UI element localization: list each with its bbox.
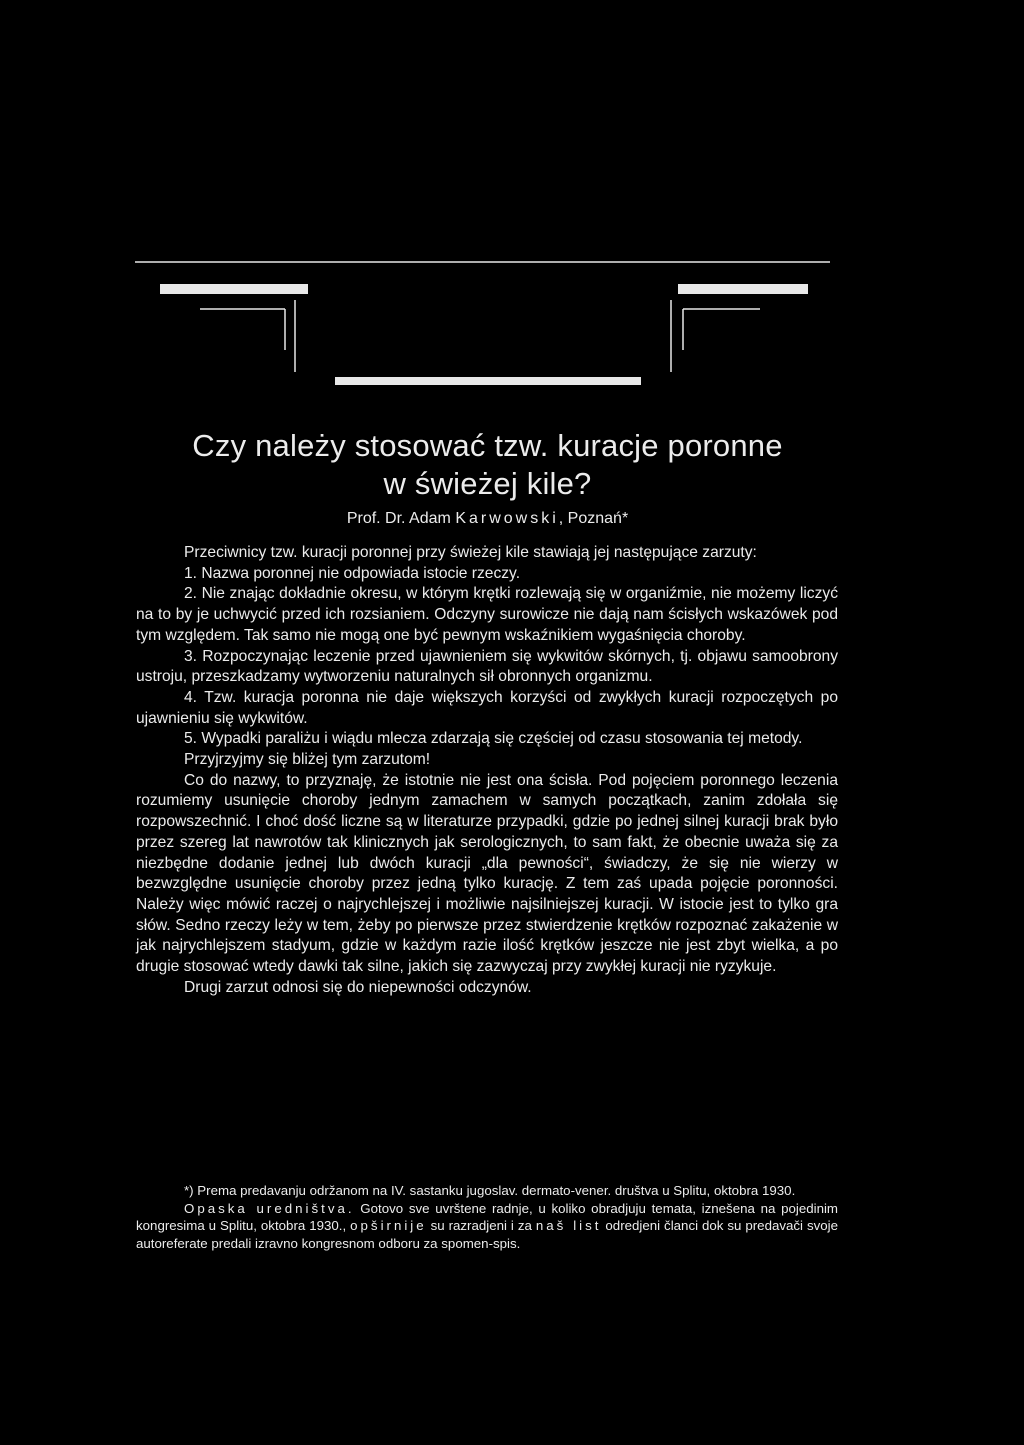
author-line	[135, 509, 840, 529]
footnote-2-text-b: su razradjeni i za	[426, 1218, 536, 1233]
objection-item-2: 2. Nie znając dokładnie okresu, w którym krętki rozlewają się w organiźmie, nie możemy liczyć na to by je uchwycić przed ich rozsianiem. Odczyny surowicze nie dają nam ścisłych wskazówek pod tym względem. Tak samo nie mogą one być pewnym wskaźnikiem wygaśnięcia choroby.	[136, 585, 838, 644]
author-surname: Karwowski	[455, 510, 559, 527]
intro-paragraph: Przeciwnicy tzw. kuracji poronnej przy świeżej kile stawiają jej następujące zarzuty:	[184, 544, 757, 561]
footnotes	[136, 1182, 838, 1252]
author-suffix: , Poznań*	[558, 510, 629, 527]
footnote-2-text-a: Gotovo sve uvrštene radnje, u koliko obradjuju temata, iznešena na pojedinim kongresima u Splitu, oktobra 1930.,	[136, 1200, 839, 1233]
objection-item-5: 5. Wypadki paraliżu i wiądu mlecza zdarzają się częściej od czasu stosowania tej metody.	[184, 730, 803, 748]
footnote-2-spaced-1: opširnije	[350, 1218, 427, 1233]
footnote-2-text-c: odredjeni članci dok su predavači svoje autoreferate predali izravno kongresnom odboru za spomen-spis.	[136, 1218, 838, 1251]
paragraph-1: Przyjrzyjmy się bliżej tym zarzutom!	[184, 751, 431, 769]
author-prefix: Prof. Dr. Adam	[346, 510, 451, 527]
paragraph-2: Co do nazwy, to przyznaję, że istotnie nie jest ona ścisła. Pod pojęciem poronnego leczenia rozumiemy usunięcie choroby jednym zamachem w samych początkach, zanim zdołała się rozpowszechnić. I choć dość liczne są w literaturze przypadki, gdzie po jednej silnej kuracji brak było przez szereg lat nawrotów tak klinicznych jak serologicznych, to sam fakt, że obecnie uważa się za niezbędne dodanie jednej lub dwóch kuracji „dla pewności“, świadczy, że się nie wierzy w bezwzględne usunięcie choroby przez jedną tylko kurację. Z tem zaś upada pojęcie poronności. Należy więc mówić raczej o najrychlejszej i możliwie najsilniejszej kuracji. W istocie jest to tylko gra słów. Sedno rzeczy leży w tem, żeby po pierwsze przez stwierdzenie krętków rozpoznać zakażenie w jak najrychlejszem stadyum, gdzie w każdym razie ilość krętków jeszcze nie jest zbyt wielka, a po drugie stosować wtedy dawki tak silne, jakich się zazwyczaj przy zwykłej kuracji nie ryzykuje.	[136, 771, 838, 976]
footnote-2-spaced-2: naš list	[535, 1218, 602, 1233]
footnote-2	[136, 1200, 838, 1253]
article-body	[136, 543, 838, 998]
objection-item-4: 4. Tzw. kuracja poronna nie daje większych korzyści od zwykłych kuracji rozpoczętych po ujawnieniu się wykwitów.	[136, 688, 838, 727]
paragraph-3: Drugi zarzut odnosi się do niepewności odczynów.	[184, 978, 532, 996]
footnote-2-label: Opaska uredništva.	[184, 1200, 355, 1216]
article-title-line-1: Czy należy stosować tzw. kuracje poronne	[192, 428, 783, 463]
header-ornament	[0, 0, 1024, 400]
objection-item-3: 3. Rozpoczynając leczenie przed ujawnieniem się wykwitów skórnych, tj. objawu samoobrony ustroju, przeszkadzamy wytworzeniu naturalnych sił obronnych organizmu.	[136, 647, 838, 686]
footnote-1: *) Prema predavanju održanom na IV. sastanku jugoslav. dermato-vener. društva u Splitu, oktobra 1930.	[184, 1183, 796, 1198]
article-title-line-2: w świeżej kile?	[383, 466, 592, 501]
objection-item-1: 1. Nazwa poronnej nie odpowiada istocie rzeczy.	[184, 564, 521, 582]
